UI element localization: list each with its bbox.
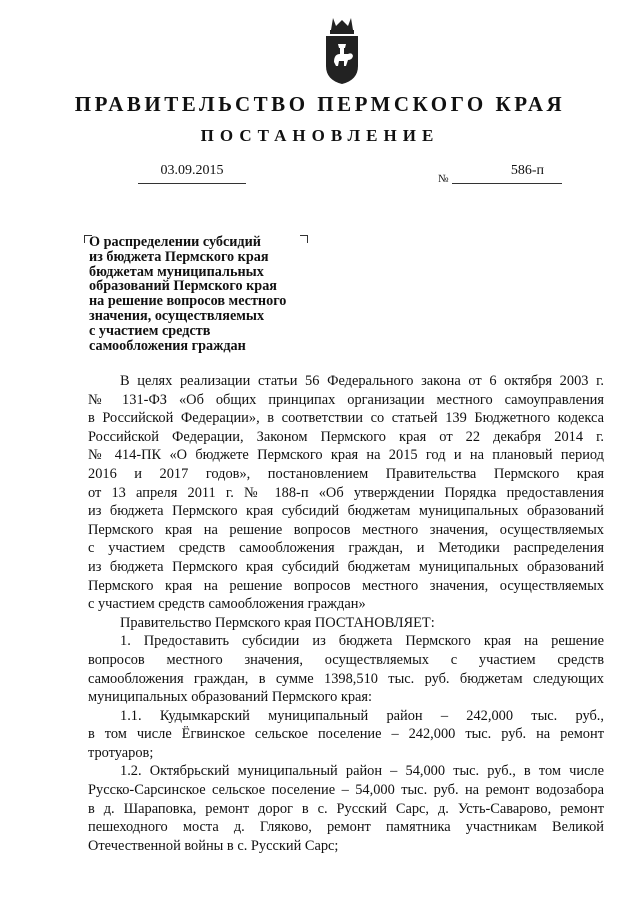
number-underline	[452, 183, 562, 184]
body-line: из бюджета Пермского края субсидий бюджетам муниципальных образований	[88, 558, 604, 575]
body-line: 1. Предоставить субсидии из бюджета Пермского края на решение	[120, 633, 604, 650]
body-line: Правительство Пермского края ПОСТАНОВЛЯЕТ:	[120, 614, 435, 631]
body-line: тротуаров;	[88, 744, 154, 761]
document-date	[138, 163, 246, 184]
subject-line: из бюджета Пермского края	[89, 248, 269, 265]
body-line: № 414-ПК «О бюджете Пермского края на 2015 год и на плановый период	[88, 447, 604, 464]
body-line: Пермского края на решение вопросов местного значения, осуществляемых	[88, 577, 604, 594]
subject-line: бюджетам муниципальных	[89, 263, 264, 280]
subject-line: образований Пермского края	[89, 278, 277, 295]
document-body	[88, 372, 604, 855]
body-line: 1.1. Кудымкарский муниципальный район – 242,000 тыс. руб.,	[120, 707, 604, 724]
body-line: Отечественной войны в с. Русский Сарс;	[88, 837, 339, 854]
document-subject	[89, 235, 329, 353]
subject-line: значения, осуществляемых	[89, 307, 265, 324]
body-line: пешеходного моста д. Гляково, ремонт памятника участникам Великой	[88, 819, 604, 836]
body-line: в д. Шараповка, ремонт дорог в с. Русский Сарс, д. Усть-Саварово, ремонт	[88, 800, 604, 817]
body-line: вопросов местного значения, осуществляемых с участием средств	[88, 651, 604, 668]
organization-title: ПРАВИТЕЛЬСТВО ПЕРМСКОГО КРАЯ	[74, 92, 566, 116]
body-line: в том числе Ёгвинское сельское поселение – 242,000 тыс. руб. на ремонт	[88, 726, 604, 743]
body-line: 2016 и 2017 годов», постановлением Правительства Пермского края	[88, 465, 604, 482]
body-line: 1.2. Октябрьский муниципальный район – 54,000 тыс. руб., в том числе	[120, 763, 604, 780]
body-line: муниципальных образований Пермского края:	[88, 689, 373, 706]
body-line: из бюджета Пермского края субсидий бюджетам муниципальных образований	[88, 503, 604, 520]
body-line: с участием средств самообложения граждан, и Методики распределения	[88, 540, 604, 557]
body-line: В целях реализации статьи 56 Федерального закона от 6 октября 2003 г.	[120, 373, 604, 389]
body-line: самообложения граждан, в сумме 1398,510 тыс. руб. бюджетам следующих	[88, 670, 604, 687]
subject-line: О распределении субсидий	[89, 234, 261, 250]
number-value: 586-п	[510, 163, 544, 178]
body-line: с участием средств самообложения граждан»	[88, 596, 366, 613]
date-value: 03.09.2015	[160, 163, 224, 178]
subject-line: самообложения граждан	[89, 337, 246, 354]
subject-line: с участием средств	[89, 322, 211, 339]
body-line: № 131-ФЗ «Об общих принципах организации местного самоуправления	[88, 391, 604, 408]
perm-krai-coat-of-arms-icon	[322, 14, 362, 84]
date-underline	[138, 183, 246, 184]
body-line: Пермского края на решение вопросов местного значения, осуществляемых	[88, 521, 604, 538]
subject-line: на решение вопросов местного	[89, 293, 287, 310]
number-sign: №	[438, 173, 449, 185]
body-line: Русско-Сарсинское сельское поселение – 54,000 тыс. руб. на ремонт водозабора	[88, 782, 604, 799]
body-line: Российской Федерации, Законом Пермского края от 22 декабря 2014 г.	[88, 428, 604, 445]
body-line: от 13 апреля 2011 г. № 188-п «Об утверждении Порядка предоставления	[88, 484, 604, 501]
document-type: ПОСТАНОВЛЕНИЕ	[200, 126, 440, 145]
body-line: в Российской Федерации», в соответствии со статьей 139 Бюджетного кодекса	[88, 410, 604, 427]
document-number	[438, 163, 562, 185]
